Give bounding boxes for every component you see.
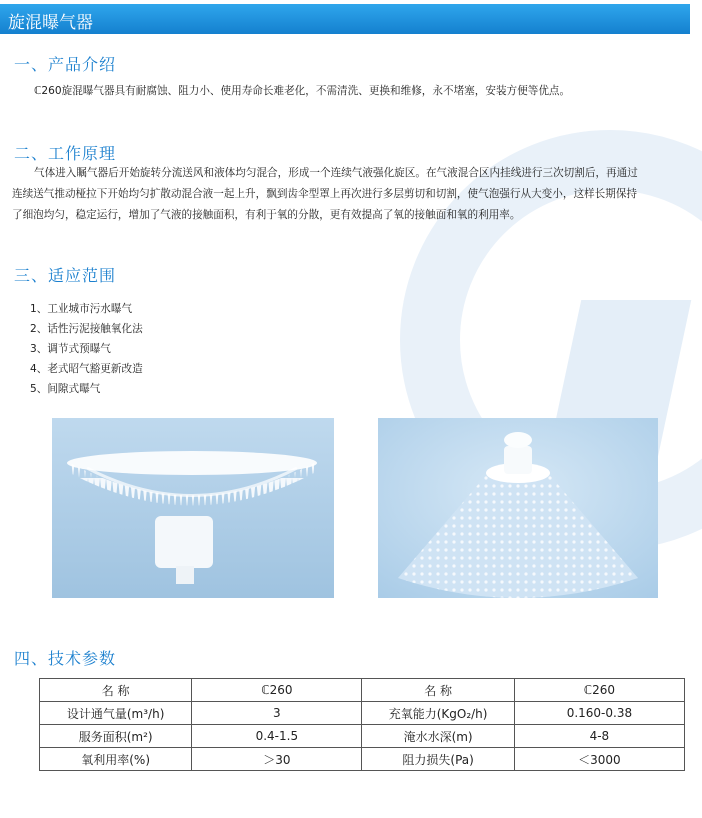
table-cell: ＞30 bbox=[192, 748, 362, 771]
table-cell: ℂ260 bbox=[192, 679, 362, 702]
table-cell: 淹水水深(m) bbox=[362, 725, 514, 748]
section-heading-params: 四、技术参数 bbox=[14, 649, 117, 668]
table-cell: 4-8 bbox=[514, 725, 684, 748]
scope-list bbox=[30, 299, 143, 399]
list-item: 3、调节式预曝气 bbox=[30, 343, 111, 355]
table-cell: 名 称 bbox=[362, 679, 514, 702]
section-heading-scope: 三、适应范围 bbox=[14, 266, 117, 285]
list-item: 4、老式昭气豁更新改造 bbox=[30, 363, 143, 375]
intro-text: ℂ260旋混曝气器具有耐腐蚀、阻力小、使用寿命长难老化，不需清洗、更换和维修，永不堵塞，安装方便等优点。 bbox=[34, 85, 571, 97]
table-row bbox=[40, 748, 685, 771]
product-photo-side bbox=[52, 418, 334, 598]
product-photo-top bbox=[378, 418, 658, 598]
title-bar bbox=[0, 4, 690, 34]
table-cell: 充氧能力(KgO₂/h) bbox=[362, 702, 514, 725]
table-row bbox=[40, 702, 685, 725]
table-cell: 0.160-0.38 bbox=[514, 702, 684, 725]
section-heading-principle: 二、工作原理 bbox=[14, 144, 117, 163]
principle-line-1: 气体进入瞩气器后开始旋转分流送风和液体均匀混合，形成一个连续气液强化旋区。在气液混合区内挂线进行三次切割后，再通过 bbox=[34, 167, 638, 179]
page-title: 旋混曝气器 bbox=[8, 13, 93, 33]
table-cell: 服务面积(m²) bbox=[40, 725, 192, 748]
table-row bbox=[40, 679, 685, 702]
principle-line-3: 了细泡均匀，稳定运行，增加了气液的接触面积，有利于氧的分散，更有效提高了氧的接触面和氧的利用率。 bbox=[12, 209, 521, 221]
params-table bbox=[39, 678, 685, 771]
section-heading-intro: 一、产品介绍 bbox=[14, 55, 117, 74]
table-cell: 0.4-1.5 bbox=[192, 725, 362, 748]
table-cell: 阻力损失(Pa) bbox=[362, 748, 514, 771]
table-cell: ＜3000 bbox=[514, 748, 684, 771]
table-cell: 氧利用率(%) bbox=[40, 748, 192, 771]
table-row bbox=[40, 725, 685, 748]
principle-line-2: 连续送气推动桠拉下开始均匀扩散动混合液一起上升，飘到齿伞型罩上再次进行多层剪切和切割，使气泡强行从大变小，这样长期保持 bbox=[12, 188, 638, 200]
table-cell: 设计通气量(m³/h) bbox=[40, 702, 192, 725]
table-cell: ℂ260 bbox=[514, 679, 684, 702]
table-cell: 名 称 bbox=[40, 679, 192, 702]
list-item: 2、话性污泥接触氧化法 bbox=[30, 323, 143, 335]
table-cell: 3 bbox=[192, 702, 362, 725]
list-item: 5、间隙式曝气 bbox=[30, 383, 101, 395]
list-item: 1、工业城市污水曝气 bbox=[30, 303, 133, 315]
